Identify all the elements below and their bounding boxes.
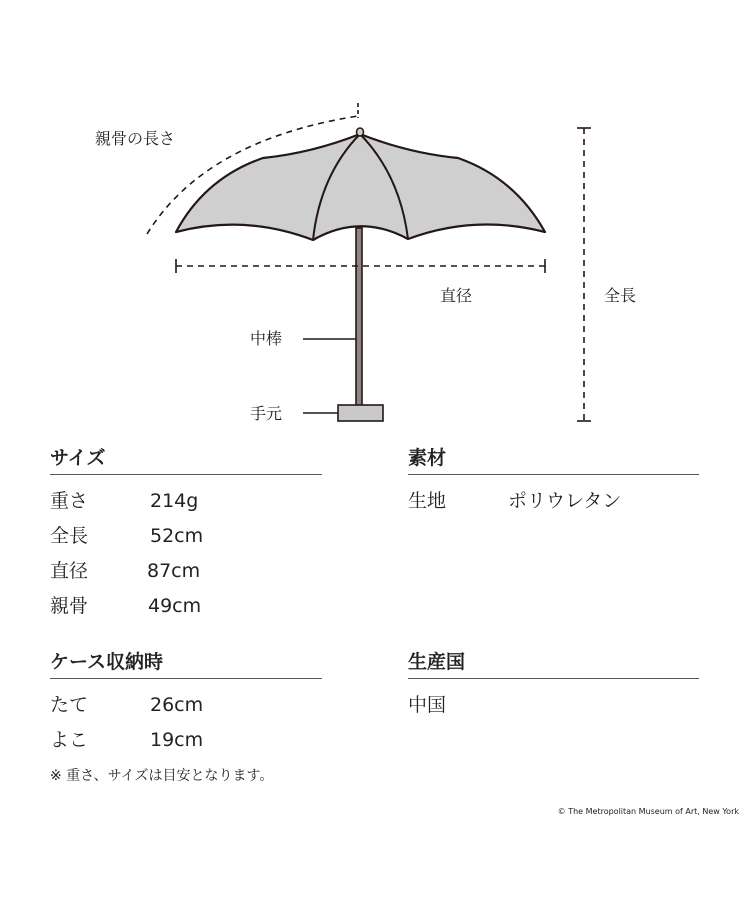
material-section-divider [408, 474, 699, 475]
spec-key: 直径 [50, 560, 89, 582]
umbrella-illustration [0, 0, 750, 440]
material-section-title: 素材 [408, 447, 447, 469]
spec-row-origin [408, 688, 699, 723]
spec-row-case-width [50, 723, 322, 758]
size-section-divider [50, 474, 322, 475]
size-section [50, 446, 322, 624]
umbrella-canopy [176, 134, 545, 240]
spec-key: たて [50, 694, 89, 716]
shaft-label: 中棒 [250, 329, 283, 348]
origin-section [408, 650, 699, 723]
spec-value: 26cm [150, 694, 204, 716]
case-section [50, 650, 322, 758]
rib-length-label: 親骨の長さ [95, 129, 176, 148]
spec-row-weight [50, 484, 322, 519]
spec-value: ポリウレタン [508, 490, 622, 512]
case-section-title: ケース収納時 [50, 651, 164, 673]
size-section-title: サイズ [50, 447, 106, 469]
copyright-notice: © The Metropolitan Museum of Art, New York [557, 807, 739, 816]
spec-key: 重さ [50, 490, 89, 512]
spec-key: 生地 [408, 490, 447, 512]
umbrella-shaft [356, 228, 362, 406]
spec-value: 214g [150, 490, 199, 512]
size-note: ※ 重さ、サイズは目安となります。 [50, 768, 274, 784]
spec-row-rib [50, 589, 322, 624]
spec-row-diameter [50, 554, 322, 589]
spec-value: 19cm [150, 729, 204, 751]
spec-key: 親骨 [50, 595, 89, 617]
diameter-label: 直径 [440, 286, 473, 305]
umbrella-diagram [0, 0, 750, 440]
handle-label: 手元 [250, 404, 283, 423]
umbrella-tip [357, 128, 364, 136]
spec-row-fabric [408, 484, 699, 519]
spec-key: よこ [50, 729, 89, 751]
case-section-divider [50, 678, 322, 679]
umbrella-handle [338, 405, 383, 421]
spec-value: 87cm [147, 560, 201, 582]
spec-value: 52cm [150, 525, 204, 547]
origin-section-divider [408, 678, 699, 679]
spec-value: 49cm [148, 595, 202, 617]
spec-value: 中国 [408, 694, 447, 716]
spec-row-total-length [50, 519, 322, 554]
spec-key: 全長 [50, 525, 89, 547]
total-length-label: 全長 [604, 286, 637, 305]
spec-row-case-height [50, 688, 322, 723]
origin-section-title: 生産国 [408, 651, 466, 673]
material-section [408, 446, 699, 519]
